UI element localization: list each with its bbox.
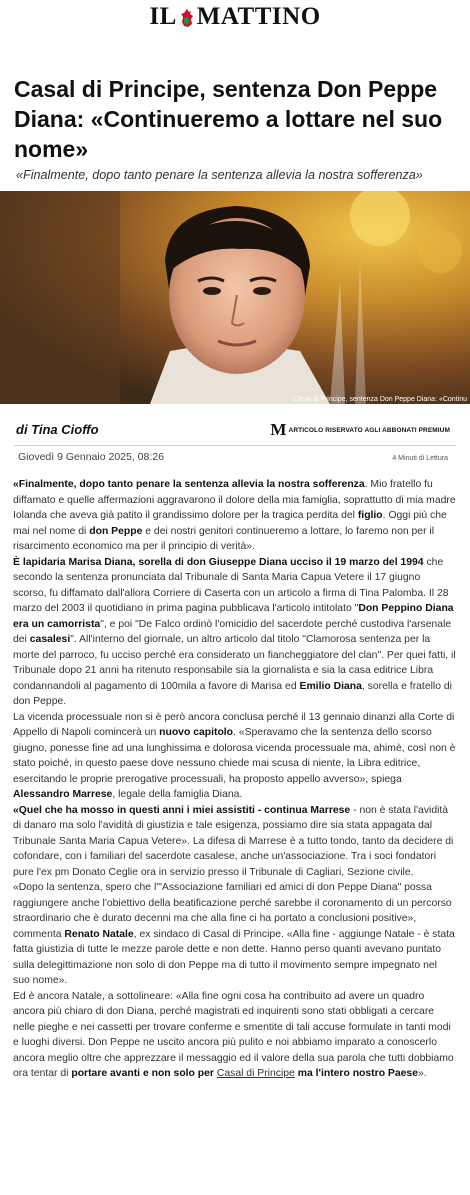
bold-text: figlio: [357, 510, 383, 521]
bold-text: Don Peppino Diana era un camorrista: [13, 603, 454, 630]
paragraph-6: [13, 989, 456, 1082]
photo-caption: Casal di Principe, sentenza Don Peppe Diana: «Continu: [293, 396, 467, 403]
paragraph-2: [13, 555, 456, 710]
article-headline: Casal di Principe, sentenza Don Peppe Diana: «Continueremo a lottare nel suo nome»: [14, 76, 443, 162]
inline-link[interactable]: Casal di Principe: [216, 1068, 295, 1079]
author-name[interactable]: di Tina Cioffo: [16, 422, 99, 437]
masthead: [0, 0, 470, 34]
paragraph-3: [13, 710, 456, 803]
body-text: Ed è ancora Natale, a sottolineare: «Alla fine ogni cosa ha contribuito ad avere un quadro ancora più chiaro di don Diana, perché magistrati ed inquirenti sono stati obbligati a cercare nelle pieghe e nei cassetti per trovare conferme e smentite di tali accuse formulate in tanti modi e luoghi diversi. Don Peppe ne uscito ancora più pulito e noi abbiamo imparato a conoscerlo ancora meglio oltre che apprezzare il messaggio ed il valore della sua parola che tutti dobbiamo ora tentar di: [13, 990, 454, 1079]
body-text: - non è stata l'avidità di danaro ma solo l'avidità di giustizia e tale esigenza, possiamo dire sia stata appagata dal Tribunale Santa Maria Capua Vetere». La difesa di Marrese è a tutto tondo, tanto da decidere di cofondare, con i familiari del sacerdote casalese, anche un'associazione. Tra i soci fondatori pure l'ex pm Donato Ceglie ora in servizio presso il Tribunale di Cagliari, Sezione civile.: [13, 804, 454, 878]
body-text: ", e poi "De Falco ordinò l'omicidio del sacerdote perché custodiva l'arsenale dei: [13, 618, 452, 645]
body-text: «Dopo la sentenza, spero che l'"Associazione familiari ed amici di don Peppe Diana" possa raggiungere anche l'obiettivo della beatificazione perché sarebbe il coronamento di un percorso straordinario che è durato decenni ma che alla fine ci ha portato a conclusioni positive», commenta: [13, 882, 452, 940]
premium-badge: [270, 420, 450, 439]
rooster-icon: [179, 7, 195, 27]
portrait-image: [0, 191, 470, 404]
bold-text: ma l'intero nostro Paese: [294, 1068, 418, 1079]
body-text: , sorella e fratello di don Peppe.: [13, 680, 452, 707]
body-text: , legale della famiglia Diana.: [112, 789, 243, 800]
body-text: . Mio fratello fu diffamato e quelle affermazioni aggravarono il dolore della mia famiglia, soprattutto di mia madre Iolanda che aveva già patito il grandissimo dolore per la tragica perdita del: [13, 479, 456, 521]
il-mattino-logo[interactable]: [149, 3, 320, 31]
publish-date: Giovedì 9 Gennaio 2025, 08:26: [18, 451, 164, 463]
read-time: 4 Minuti di Lettura: [392, 455, 448, 462]
bold-text: È lapidaria Marisa Diana, sorella di don Giuseppe Diana ucciso il 19 marzo del 1994: [13, 556, 424, 568]
bold-text: nuovo capitolo: [159, 727, 234, 738]
bold-text: portare avanti e non solo per: [71, 1068, 217, 1079]
bold-text: don Peppe: [89, 525, 143, 537]
byline-row: [16, 422, 450, 437]
body-text: e dei nostri genitori continueremo a lottare, lo faremo non per il risarcimento economico ma per il principio di verità».: [13, 525, 435, 552]
premium-m-icon: M: [270, 420, 287, 439]
paragraph-1: [13, 477, 456, 555]
article-subheadline: «Finalmente, dopo tanto penare la sentenza allevia la nostra sofferenza»: [16, 168, 423, 182]
bold-text: Renato Natale: [64, 928, 134, 940]
paragraph-4: [13, 803, 456, 881]
body-text: . «Speravamo che la sentenza dello scorso giugno, ponesse fine ad una lunghissima e dolorosa vicenda processuale ma, ahimè, così non è stato poiché, in questo paese dove nessuno chiede mai scusa di niente, la Libra editrice, esercitando le proprie prerogative processuali, ha proposto appello avverso», spiega: [13, 727, 456, 785]
meta-row: [18, 451, 448, 463]
body-text: La vicenda processuale non si è però ancora conclusa perché il 13 gennaio dinanzi alla Corte di Appello di Napoli comincerà un: [13, 711, 455, 738]
bold-text: «Quel che ha mosso in questi anni i miei assistiti - continua Marrese: [13, 804, 351, 816]
premium-label: ARTICOLO RISERVATO AGLI ABBONATI PREMIUM: [288, 426, 450, 434]
logo-text-right: MATTINO: [196, 3, 321, 30]
bold-text: Emilio Diana: [299, 680, 362, 692]
logo-text-left: IL: [149, 3, 177, 30]
bold-text: casalesi: [29, 634, 71, 645]
body-text: ". All'interno del giornale, un altro articolo dal titolo "Clamorosa sentenza per la morte del parroco, fu ucciso perché era considerato un fiancheggiatore del clan". Per quei fatti, il Tribunale dopo 21 anni ha ritenuto responsabile sia la giornalista e sia la casa editrice Libra condannandoli al pagamento di 100mila a favore di Marisa ed: [13, 634, 456, 692]
bold-text: Alessandro Marrese: [13, 789, 113, 800]
bold-text: «Finalmente, dopo tanto penare la sentenza allevia la nostra sofferenza: [13, 479, 365, 490]
article-body: [13, 477, 456, 1082]
body-text: ».: [417, 1068, 427, 1079]
article-photo[interactable]: [0, 191, 470, 404]
body-text: . Oggi più che mai nel nome di: [13, 510, 447, 537]
divider: [14, 445, 456, 446]
paragraph-5: [13, 880, 456, 989]
body-text: che secondo la sentenza pronunciata dal Tribunale di Santa Maria Capua Vetere il 17 giugno scorso, fu diffamato dall'allora Corriere di Caserta con un articolo a firma di Tina Palomba. Il 28 marzo del 2003 il quotidiano in prima pagina pubblicava l'articolo intitolato ": [13, 556, 449, 614]
body-text: , ex sindaco di Casal di Principe. «Alla fine - aggiunge Natale - è stata fatta giustizia di tutte le mezze parole dette e non dette. Hanno perso quanti avevano puntato sulla delegittimazione non solo di don Peppe ma di tutto il movimento sempre impegnato nel suo nome».: [13, 928, 455, 986]
